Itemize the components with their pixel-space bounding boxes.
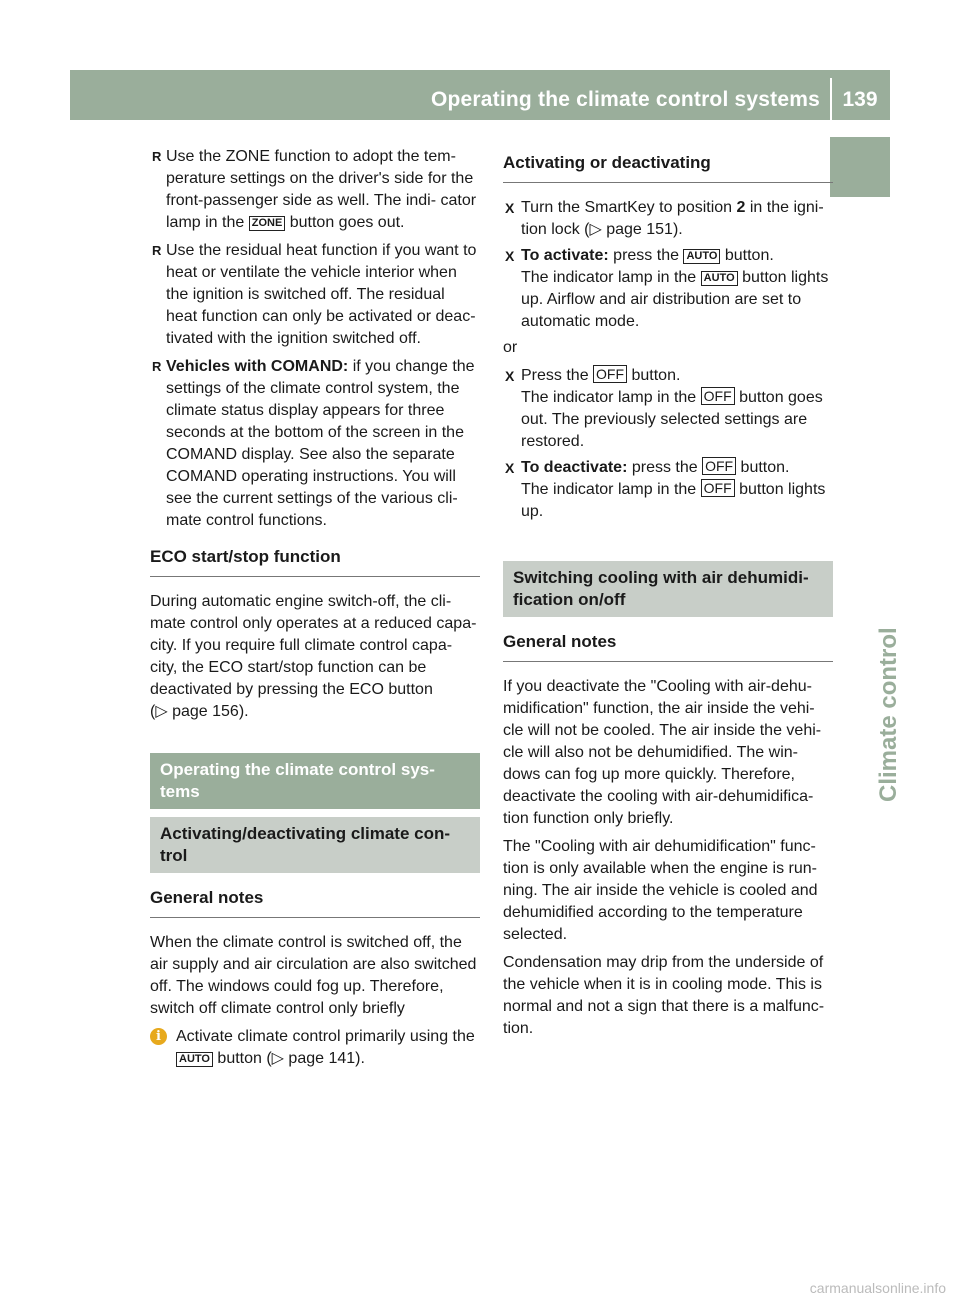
eco-paragraph: During automatic engine switch-off, the cli- mate control only operates at a reduced capa- city. If you require full climate control capa- city, the ECO start/stop function can be deactivated by pressing the ECO button (▷ page 156). xyxy=(150,593,477,720)
list-item: R Use the ZONE function to adopt the tem- perature settings on the driver's side for the front-passenger side as well. The indi- cator lamp in the ZONE button goes out. xyxy=(150,146,480,234)
cooling-section-title: Switching cooling with air dehumidi- fication on/off xyxy=(503,561,833,617)
cooling-paragraph: The "Cooling with air dehumidification" func- tion is only available when the engine is run- ning. The air inside the vehicle is cooled and dehumidified according to the temperature selected. xyxy=(503,838,818,943)
page-number: 139 xyxy=(842,88,878,111)
general-notes-heading: General notes xyxy=(150,887,480,918)
off-button-symbol: OFF xyxy=(701,387,735,405)
step-item: X To deactivate: press the OFF button. The indicator lamp in the OFF button lights up. xyxy=(503,457,833,523)
section-title: Operating the climate control sys- tems xyxy=(150,753,480,809)
page-title: Operating the climate control systems xyxy=(430,88,820,111)
auto-button-symbol: AUTO xyxy=(701,271,738,286)
watermark-url: carmanualsonline.info xyxy=(809,1280,946,1296)
left-column xyxy=(150,146,480,1070)
chapter-tab-marker xyxy=(830,137,890,197)
step-item: X Press the OFF button. The indicator lamp in the OFF button goes out. The previously selected settings are restored. xyxy=(503,365,833,453)
off-button-symbol: OFF xyxy=(593,365,627,383)
page-reference: (▷ page 156). xyxy=(150,703,249,720)
cooling-paragraph: Condensation may drip from the underside of the vehicle when it is in cooling mode. This is normal and not a sign that there is a malfunc- tion. xyxy=(503,954,825,1037)
eco-heading: ECO start/stop function xyxy=(150,546,480,577)
cooling-paragraph: If you deactivate the "Cooling with air-dehu- midification" function, the air inside the vehi- cle will not be cooled. The air inside the vehi- cle will also not be dehumidified. The win- dows can fog up more quickly. Therefore, deactivate the cooling with air-dehumidifica- tion function only briefly. xyxy=(503,678,822,827)
subsection-title: Activating/deactivating climate con- trol xyxy=(150,817,480,873)
list-item: R Vehicles with COMAND: if you change the settings of the climate control system, the climate status display appears for three seconds at the bottom of the screen in the COMAND display. See also the separate COMAND operating instructions. You will see the current settings of the various cli- mate control functions. xyxy=(150,356,480,532)
list-item: R Use the residual heat function if you want to heat or ventilate the vehicle interior when the ignition is switched off. The residual heat function can only be activated or deac- tivated with the ignition switched off. xyxy=(150,240,480,350)
or-text: or xyxy=(503,339,518,356)
info-note: i Activate climate control primarily using the AUTO button (▷ page 141). xyxy=(150,1026,480,1070)
general-notes-heading: General notes xyxy=(503,631,833,662)
page-header xyxy=(70,70,890,120)
auto-button-symbol: AUTO xyxy=(176,1052,213,1067)
off-button-symbol: OFF xyxy=(702,457,736,475)
auto-button-symbol: AUTO xyxy=(683,249,720,264)
chapter-tab xyxy=(830,137,902,802)
activating-heading: Activating or deactivating xyxy=(503,152,833,183)
step-item: X Turn the SmartKey to position 2 in the igni- tion lock (▷ page 151). xyxy=(503,197,833,241)
right-column xyxy=(503,146,833,1046)
chapter-tab-label: Climate control xyxy=(875,627,902,802)
general-notes-paragraph: When the climate control is switched off, the air supply and air circulation are also switched off. The windows could fog up. Therefore, switch off climate control only briefly xyxy=(150,934,477,1017)
header-divider xyxy=(830,78,832,120)
zone-button-symbol: ZONE xyxy=(249,216,286,231)
info-icon: i xyxy=(150,1028,167,1045)
step-item: X To activate: press the AUTO button. The indicator lamp in the AUTO button lights up. Airflow and air distribution are set to automatic mode. xyxy=(503,245,833,333)
off-button-symbol: OFF xyxy=(701,479,735,497)
